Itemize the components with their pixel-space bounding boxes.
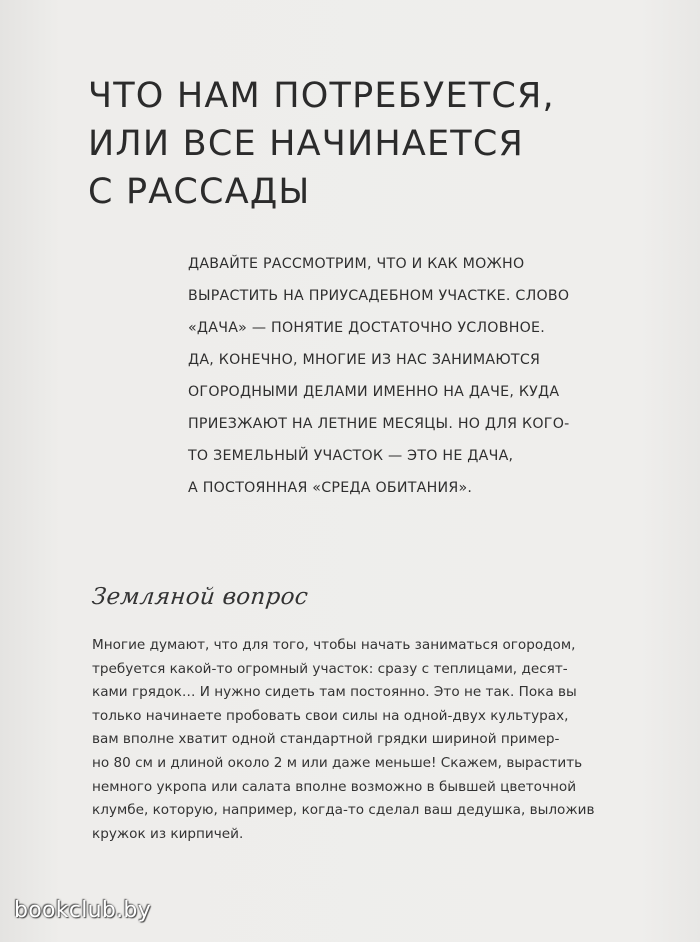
body-line: немного укропа или салата вполне возможно в бывшей цветочной	[92, 778, 577, 795]
section-heading: Земляной вопрос	[90, 584, 310, 610]
intro-paragraph	[188, 248, 618, 504]
body-line: ками грядок… И нужно сидеть там постоянно. Это не так. Пока вы	[92, 684, 577, 701]
title-line: С РАССАДЫ	[88, 172, 311, 212]
site-watermark: bookclub.by	[14, 898, 152, 923]
intro-line: ТО ЗЕМЕЛЬНЫЙ УЧАСТОК — ЭТО НЕ ДАЧА,	[188, 448, 514, 464]
intro-line: А ПОСТОЯННАЯ «СРЕДА ОБИТАНИЯ».	[188, 480, 473, 496]
body-line: кружок из кирпичей.	[92, 825, 244, 842]
intro-line: ПРИЕЗЖАЮТ НА ЛЕТНИЕ МЕСЯЦЫ. НО ДЛЯ КОГО-	[188, 416, 570, 432]
body-line: только начинаете пробовать свои силы на одной-двух культурах,	[92, 707, 569, 724]
title-line: ЧТО НАМ ПОТРЕБУЕТСЯ,	[88, 76, 555, 116]
intro-line: ДА, КОНЕЧНО, МНОГИЕ ИЗ НАС ЗАНИМАЮТСЯ	[188, 352, 541, 368]
body-line: вам вполне хватит одной стандартной грядки шириной пример-	[92, 731, 560, 748]
intro-line: ВЫРАСТИТЬ НА ПРИУСАДЕБНОМ УЧАСТКЕ. СЛОВО	[188, 288, 570, 304]
body-line: требуется какой-то огромный участок: сразу с теплицами, десят-	[92, 660, 568, 677]
page-title	[88, 72, 648, 216]
body-line: но 80 см и длиной около 2 м или даже меньше! Скажем, вырастить	[92, 754, 583, 771]
intro-line: ДАВАЙТЕ РАССМОТРИМ, ЧТО И КАК МОЖНО	[188, 256, 525, 272]
title-line: ИЛИ ВСЕ НАЧИНАЕТСЯ	[88, 124, 525, 164]
intro-line: «ДАЧА» — ПОНЯТИЕ ДОСТАТОЧНО УСЛОВНОЕ.	[188, 320, 546, 336]
body-line: Многие думают, что для того, чтобы начать заниматься огородом,	[92, 637, 576, 653]
body-paragraph	[92, 634, 652, 846]
intro-line: ОГОРОДНЫМИ ДЕЛАМИ ИМЕННО НА ДАЧЕ, КУДА	[188, 384, 560, 400]
body-line: клумбе, которую, например, когда-то сделал ваш дедушка, выложив	[92, 802, 595, 819]
